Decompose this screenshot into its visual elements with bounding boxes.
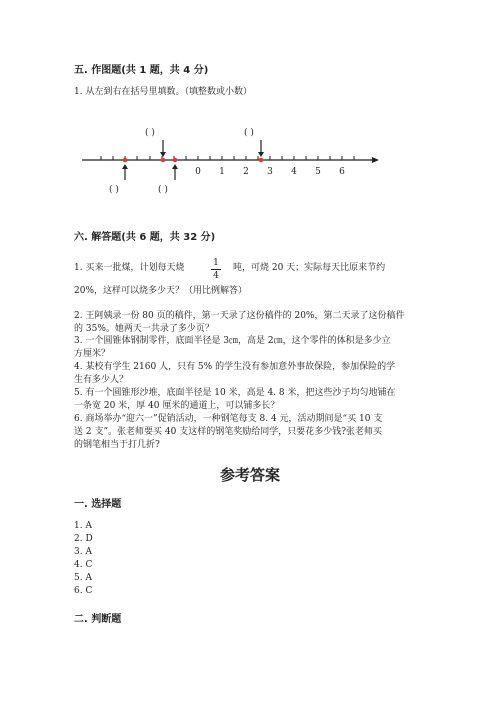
question-6-1-part1: 1. 买来一批煤，计划每天烧 — [74, 263, 185, 273]
fraction-bar — [211, 269, 221, 270]
point-marker — [123, 158, 128, 163]
question-6-1-part2: 吨，可烧 20 天；实际每天比原来节约 — [233, 263, 386, 273]
question-6-4-line2: 生有多少人？ — [74, 375, 129, 385]
answers-section-2-title: 二. 判断题 — [74, 614, 122, 625]
fraction-one-quarter — [211, 258, 221, 281]
section-5-title: 五. 作图题(共 1 题，共 4 分) — [74, 65, 209, 76]
bottom-bracket-right: ( ) — [158, 185, 168, 195]
answers-title: 参考答案 — [219, 466, 280, 484]
point-marker — [259, 158, 264, 163]
question-6-6-line1: 6. 商场举办“迎六一”促销活动，一种钢笔每支 8. 4 元，活动期间是“买 10 支 — [74, 414, 383, 424]
axis-label-3: 3 — [267, 167, 273, 177]
axis-arrow-icon — [372, 157, 379, 163]
point-marker — [161, 158, 166, 163]
fraction-denominator: 4 — [213, 271, 219, 281]
answer-item: 5. A — [74, 573, 92, 583]
up-arrow-icon — [122, 164, 128, 180]
axis-label-4: 4 — [291, 167, 297, 177]
axis-label-2: 2 — [243, 167, 249, 177]
question-5-1: 1. 从左到右在括号里填数。（填整数或小数） — [74, 87, 252, 97]
axis-label-6: 6 — [339, 167, 345, 177]
axis-ticks — [101, 156, 354, 160]
answer-item: 3. A — [74, 547, 92, 557]
question-6-2-line1: 2. 王阿姨录一份 80 页的稿件，第一天录了这份稿件的 20%，第二天录了这份稿件 — [74, 311, 405, 321]
answer-item: 1. A — [74, 521, 92, 531]
down-arrow-icon — [160, 140, 166, 157]
top-bracket-left: ( ) — [145, 128, 155, 138]
answers-section-1-title: 一. 选择题 — [74, 499, 122, 510]
question-6-6-line2: 送 2 支”。张老师要买 40 支这样的钢笔奖励给同学，只要花多少钱?张老师买 — [74, 427, 383, 437]
bottom-bracket-left: ( ) — [109, 185, 119, 195]
question-6-5-line1: 5. 有一个圆锥形沙堆，底面半径是 10 米，高是 4. 8 米，把这些沙子均匀地铺在 — [74, 388, 396, 398]
axis-label-1: 1 — [219, 167, 225, 177]
point-marker — [173, 158, 178, 163]
answer-item: 4. C — [74, 560, 93, 570]
question-6-4-line1: 4. 某校有学生 2160 人，只有 5% 的学生没有参加意外事故保险，参加保险的学 — [74, 362, 396, 372]
question-6-1-line2: 20%，这样可以烧多少天？（用比例解答） — [74, 286, 248, 296]
axis-label-5: 5 — [315, 167, 321, 177]
question-6-5-line2: 一条宽 20 米，厚 40 厘米的通道上，可以铺多长？ — [74, 401, 280, 411]
answer-item: 6. C — [74, 586, 93, 596]
question-6-3-line2: 方厘米？ — [74, 349, 111, 359]
up-arrow-icon — [172, 164, 178, 180]
number-line-figure — [74, 118, 384, 198]
section-6-title: 六. 解答题(共 6 题，共 32 分) — [74, 232, 216, 243]
fraction-numerator: 1 — [213, 258, 219, 268]
answer-item: 2. D — [74, 534, 93, 544]
axis-label-0: 0 — [195, 167, 201, 177]
down-arrow-icon — [258, 140, 264, 157]
top-bracket-right: ( ) — [244, 128, 254, 138]
question-6-2-line2: 的 35%。她两天一共录了多少页？ — [74, 324, 214, 334]
question-6-6-line3: 的钢笔相当于打几折? — [74, 440, 160, 450]
question-6-3-line1: 3. 一个圆锥体钢制零件，底面半径是 3㎝，高是 2㎝，这个零件的体积是多少立 — [74, 336, 391, 346]
